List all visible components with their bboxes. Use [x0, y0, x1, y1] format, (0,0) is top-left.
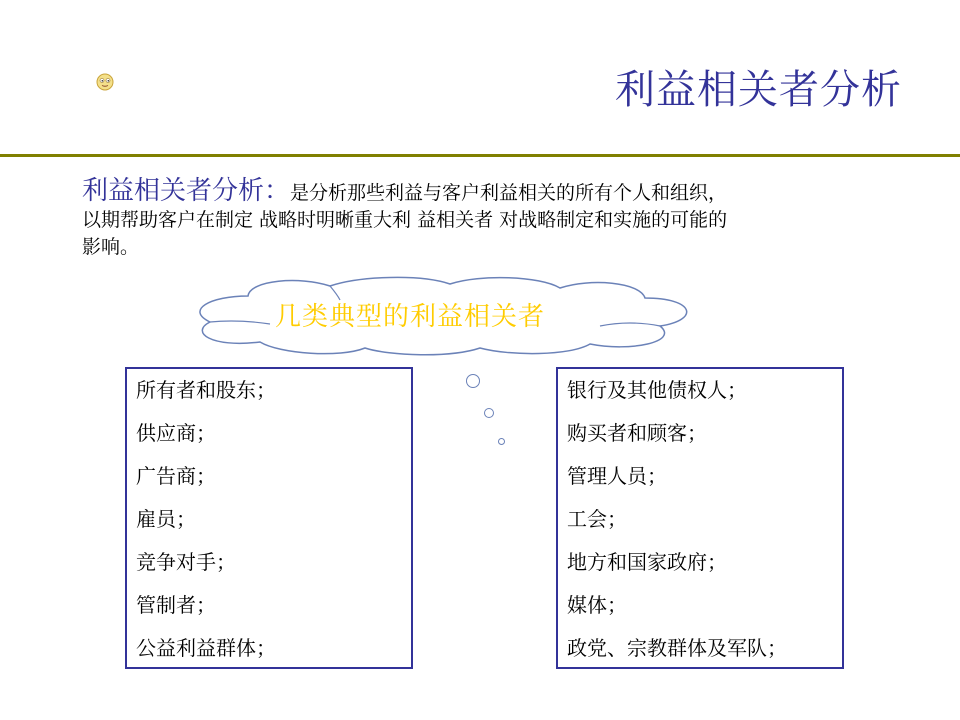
list-item: 媒体； — [567, 593, 627, 617]
thought-bubble-large — [466, 374, 480, 388]
thought-cloud — [190, 276, 700, 356]
intro-line3: 影响。 — [82, 236, 140, 258]
cloud-label: 几类典型的利益相关者 — [274, 302, 545, 332]
list-item: 竞争对手； — [136, 550, 236, 574]
list-item: 供应商； — [136, 421, 216, 445]
list-item: 管制者； — [136, 593, 216, 617]
list-item: 工会； — [567, 507, 627, 531]
list-item: 银行及其他债权人； — [567, 378, 747, 402]
list-item: 管理人员； — [567, 464, 667, 488]
list-item: 政党、宗教群体及军队； — [567, 636, 787, 660]
intro-term: 利益相关者分析： — [82, 176, 291, 206]
list-item: 雇员； — [136, 507, 196, 531]
list-item: 地方和国家政府； — [567, 550, 727, 574]
list-item: 公益利益群体； — [136, 636, 276, 660]
slide-title: 利益相关者分析 — [615, 67, 902, 113]
smiley-face-icon — [96, 73, 114, 91]
thought-bubble-medium — [484, 408, 494, 418]
list-item: 所有者和股东； — [136, 378, 276, 402]
stakeholder-list-left — [125, 367, 413, 669]
intro-line1: 是分析那些利益与客户利益相关的所有个人和组织， — [290, 182, 728, 204]
list-item: 广告商； — [136, 464, 216, 488]
intro-line2: 以期帮助客户在制定 战略时明晰重大利 益相关者 对战略制定和实施的可能的 — [82, 209, 728, 231]
intro-paragraph — [82, 178, 912, 261]
stakeholder-list-right — [556, 367, 844, 669]
title-divider — [0, 154, 960, 157]
list-item: 购买者和顾客； — [567, 421, 707, 445]
thought-bubble-small — [498, 438, 505, 445]
